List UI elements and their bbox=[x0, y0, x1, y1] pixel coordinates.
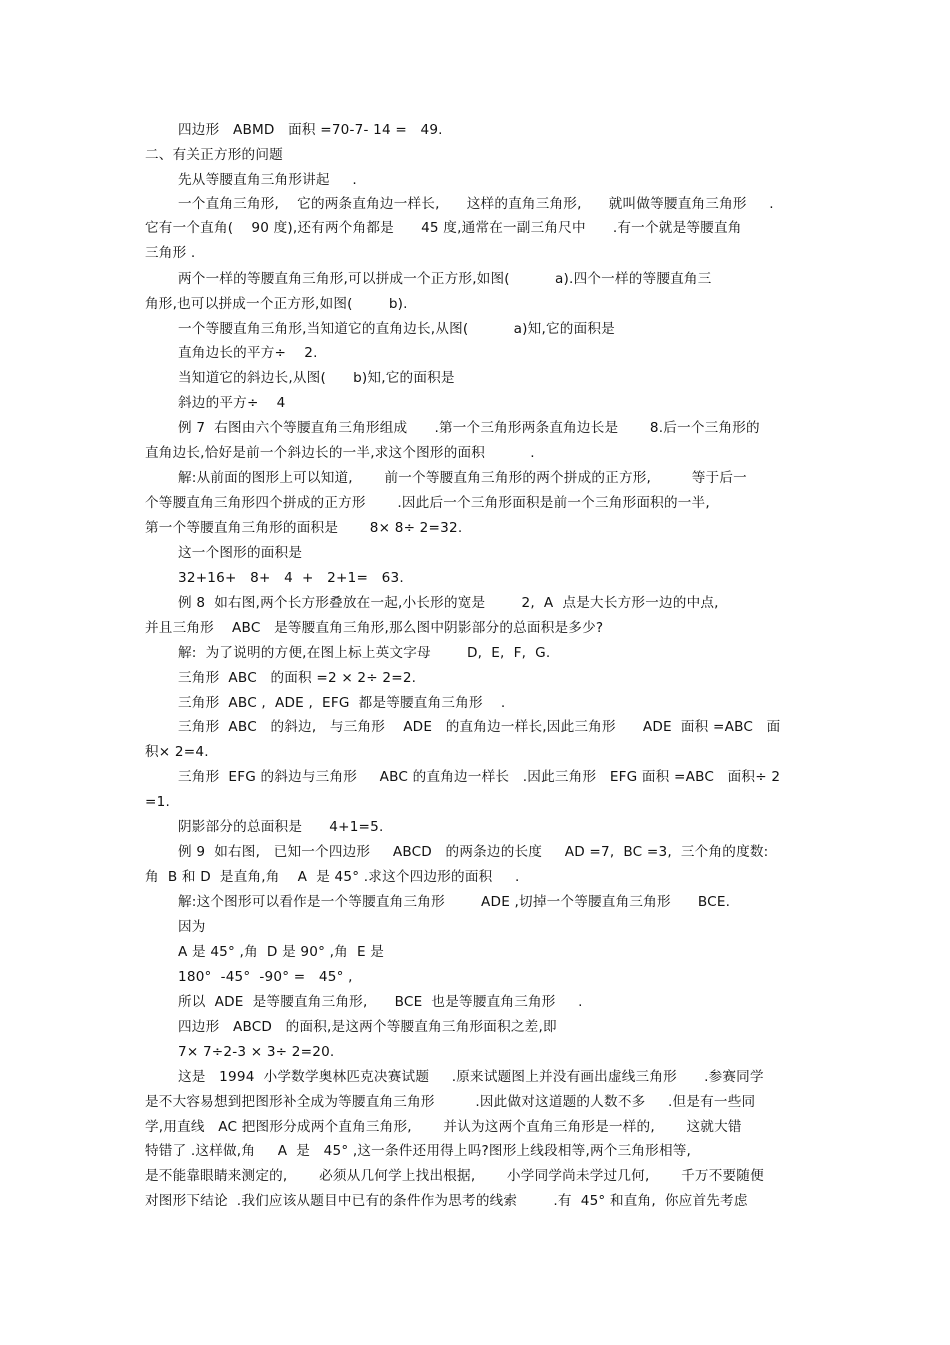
text-line: 是不大容易想到把图形补全成为等腰直角三角形 .因此做对这道题的人数不多 .但是有一些同 bbox=[145, 1094, 756, 1110]
text-line: 两个一样的等腰直角三角形,可以拼成一个正方形,如图( a).四个一样的等腰直角三 bbox=[178, 271, 712, 287]
text-line: 四边形 ABCD 的面积,是这两个等腰直角三角形面积之差,即 bbox=[178, 1019, 557, 1035]
text-line: 它有一个直角( 90 度),还有两个角都是 45 度,通常在一副三角尺中 .有一个就是等腰直角 bbox=[145, 220, 742, 236]
text-line: A 是 45° ,角 D 是 90° ,角 E 是 bbox=[178, 944, 385, 960]
text-line: 特错了 .这样做,角 A 是 45° ,这一条件还用得上吗?图形上线段相等,两个三角形相等, bbox=[145, 1143, 692, 1159]
text-line: 并且三角形 ABC 是等腰直角三角形,那么图中阴影部分的总面积是多少? bbox=[145, 620, 604, 636]
text-line: 这是 1994 小学数学奥林匹克决赛试题 .原来试题图上并没有画出虚线三角形 .参赛同学 bbox=[178, 1069, 764, 1085]
text-line: 直角边长,恰好是前一个斜边长的一半,求这个图形的面积 . bbox=[145, 445, 535, 461]
text-line: 这一个图形的面积是 bbox=[178, 545, 303, 561]
text-line: 例 8 如右图,两个长方形叠放在一起,小长形的宽是 2, A 点是大长方形一边的中点, bbox=[178, 595, 719, 611]
text-line: 对图形下结论 .我们应该从题目中已有的条件作为思考的线索 .有 45° 和直角, 你应首先考虑 bbox=[145, 1193, 748, 1209]
text-line: 三角形 EFG 的斜边与三角形 ABC 的直角边一样长 .因此三角形 EFG 面积 =ABC 面积÷ 2 bbox=[178, 769, 781, 785]
text-line: 32+16+ 8+ 4 + 2+1= 63. bbox=[178, 570, 404, 586]
text-line: 角 B 和 D 是直角,角 A 是 45° .求这个四边形的面积 . bbox=[145, 869, 520, 885]
text-line: 学,用直线 AC 把图形分成两个直角三角形, 并认为这两个直角三角形是一样的, 这就大错 bbox=[145, 1119, 742, 1135]
text-line: 例 7 右图由六个等腰直角三角形组成 .第一个三角形两条直角边长是 8.后一个三角形的 bbox=[178, 420, 760, 436]
text-line: 三角形 ABC 的面积 =2 × 2÷ 2=2. bbox=[178, 670, 417, 686]
text-line: 7× 7÷2-3 × 3÷ 2=20. bbox=[178, 1044, 335, 1060]
text-line: 所以 ADE 是等腰直角三角形, BCE 也是等腰直角三角形 . bbox=[178, 994, 583, 1010]
text-line: 个等腰直角三角形四个拼成的正方形 .因此后一个三角形面积是前一个三角形面积的一半, bbox=[145, 495, 710, 511]
text-line: 例 9 如右图, 已知一个四边形 ABCD 的两条边的长度 AD =7, BC =3, 三个角的度数: bbox=[178, 844, 769, 860]
text-line: 一个等腰直角三角形,当知道它的直角边长,从图( a)知,它的面积是 bbox=[178, 321, 615, 337]
text-line: 积× 2=4. bbox=[145, 744, 209, 760]
text-line: 解: 为了说明的方便,在图上标上英文字母 D, E, F, G. bbox=[178, 645, 551, 661]
text-line: 第一个等腰直角三角形的面积是 8× 8÷ 2=32. bbox=[145, 520, 463, 536]
text-line: 三角形 ABC , ADE , EFG 都是等腰直角三角形 . bbox=[178, 695, 506, 711]
section-heading: 二、有关正方形的问题 bbox=[145, 147, 283, 163]
text-line: 解:从前面的图形上可以知道, 前一个等腰直角三角形的两个拼成的正方形, 等于后一 bbox=[178, 470, 747, 486]
text-line: 角形,也可以拼成一个正方形,如图( b). bbox=[145, 296, 408, 312]
text-line: 一个直角三角形, 它的两条直角边一样长, 这样的直角三角形, 就叫做等腰直角三角形 . bbox=[178, 196, 774, 212]
text-line: 阴影部分的总面积是 4+1=5. bbox=[178, 819, 384, 835]
text-line: =1. bbox=[145, 794, 170, 810]
text-line: 三角形 . bbox=[145, 245, 196, 261]
text-line: 是不能靠眼睛来测定的, 必须从几何学上找出根据, 小学同学尚未学过几何, 千万不要随便 bbox=[145, 1168, 764, 1184]
text-line: 解:这个图形可以看作是一个等腰直角三角形 ADE ,切掉一个等腰直角三角形 BCE. bbox=[178, 894, 731, 910]
text-line: 因为 bbox=[178, 919, 206, 935]
text-line: 当知道它的斜边长,从图( b)知,它的面积是 bbox=[178, 370, 455, 386]
text-line: 四边形 ABMD 面积 =70-7- 14 = 49. bbox=[178, 122, 443, 138]
text-line: 斜边的平方÷ 4 bbox=[178, 395, 286, 411]
text-line: 直角边长的平方÷ 2. bbox=[178, 345, 318, 361]
text-line: 180° -45° -90° = 45° , bbox=[178, 969, 353, 985]
text-line: 三角形 ABC 的斜边, 与三角形 ADE 的直角边一样长,因此三角形 ADE 面积 =ABC 面 bbox=[178, 719, 781, 735]
text-line: 先从等腰直角三角形讲起 . bbox=[178, 172, 357, 188]
